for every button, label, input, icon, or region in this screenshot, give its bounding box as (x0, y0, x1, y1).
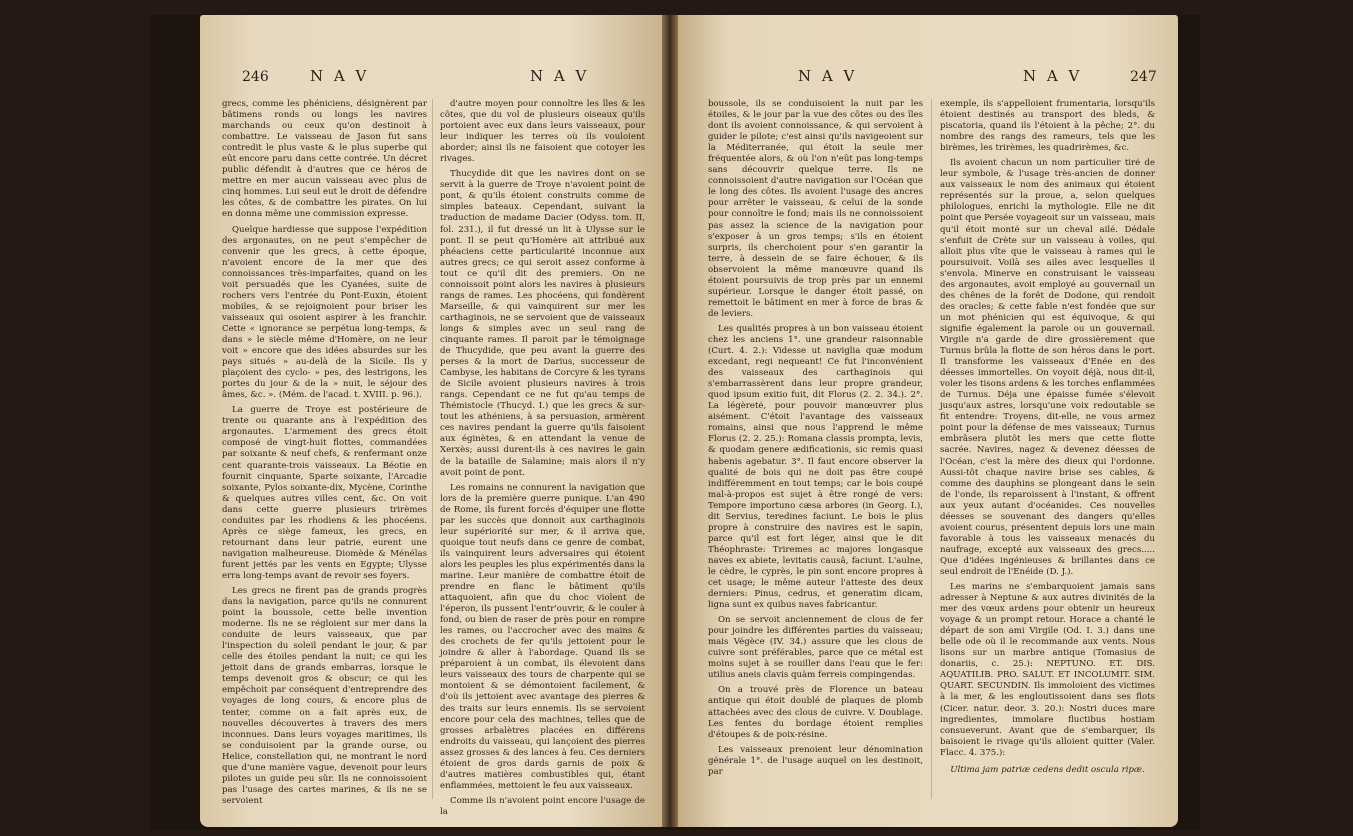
paragraph: On a trouvé près de Florence un bateau antique qui étoit doublé de plaques de plomb attachées avec des clous de cuivre. V. Doublage. Les fentes du bordage étoient remplies d'étoupes & de poix-résine. (708, 685, 923, 740)
running-head: N A V (530, 67, 590, 85)
paragraph: Les romains ne connurent la navigation que lors de la première guerre punique. L'an 490 de Rome, ils furent forcés d'équiper une flotte par les succès que donnoit aux carthaginois leur supériorité sur mer, & il arriva que, quoique tout neufs dans ce genre de combat, ils vainquirent leurs adversaires qui étoient alors les peuples les plus expérimentés dans la marine. Leur manière de combattre étoit de prendre en flanc le bâtiment qu'ils attaquoient, afin que du choc violent de l'éperon, ils pussent l'entr'ouvrir, & le couler à fond, ou bien de raser de près pour en rompre les rames, ou l'accrocher avec des mains & des crochets de fer qu'ils jettoient pour le joindre & aller à l'abordage. Quand ils se préparoient à un combat, ils élevoient dans leurs vaisseaux des tours de charpente qui se montoient & se démontoient facilement, & d'où ils jettoient avec avantage des pierres & des traits sur leurs ennemis. Ils se servoient encore pour cela des machines, telles que de grosses arbalètres placées en différens endroits du vaisseau, qui lançoient des pierres assez grosses & des lances à feu. Ces derniers étoient de gros dards garnis de poix & d'autres matières combustibles qui, étant enflammées, mettoient le feu aux vaisseaux. (440, 482, 645, 791)
left-page-header (200, 67, 662, 95)
paragraph: boussole, ils se conduisoient la nuit par les étoiles, & le jour par la vue des côtes ou des îles dont ils avoient connoissance, & qui servoient à guider le pilote; c'est ainsi qu'ils navigeoient sur la Méditerranée, qui étoit la seule mer fréquentée alors, & où l'on n'eût pas long-temps sans découvrir quelque terre. Ils ne connoissoient d'autre navigation sur l'Océan que le long des côtes. Ils avoient l'usage des ancres pour arrêter le vaisseau, & celui de la sonde pour connoître le fond; mais ils ne connoissoient pas assez la science de la navigation pour s'exposer à un gros temps; s'ils en étoient surpris, ils cherchoient pour s'en garantir la terre, à dessein de se faire échouer, & ils observoient la même manœuvre quand ils étoient poursuivis de trop près par un ennemi supérieur. Lorsque le danger étoit passé, on remettoit le bâtiment en mer à force de bras & de leviers. (708, 99, 923, 319)
page-number: 246 (242, 69, 269, 85)
paragraph: Ultima jam patriæ cedens dedit oscula ripæ. (950, 764, 1145, 775)
open-book (150, 15, 1200, 830)
paragraph: Les qualités propres à un bon vaisseau étoient chez les anciens 1°. une grandeur raisonnable (Curt. 4. 2.): Videsse ut naviglia quæ modum excedant, regi nequeant! Ce fut l'inconvénient des vaisseaux des carthaginois qui s'embarrassèrent dans leur propre grandeur, quod ipsum exitio fuit, dit Florus (2. 2. 34.). 2°. La légèreté, pour pouvoir manœuvrer plus aisément. C'étoit l'avantage des vaisseaux romains, ainsi que nous l'apprend le même Florus (2. 2. 25.): Romana classis prompta, levis, & quodam genere ædificationis, sic remis quasi habenis agebatur. 3°. Il faut encore observer la qualité de bois qui ne doit pas être coupé indifféremment en tout temps; car le bois coupé mal-à-propos est sujet à être rongé de vers: Tempore importuno cæsa arbores (in Georg. I.), dit Servius, teredines faciunt. Le bois le plus propre à construire des navires est le sapin, parce qu'il est fort léger, ainsi que le dit Théophraste: Triremes ac majores longasque naves ex abiete, levitatis causâ, faciunt. L'aulne, le cèdre, le cyprès, le pin sont encore propres à cet usage; le même auteur l'atteste des deux derniers: Pinus, cedrus, et generatim dicam, ligna sunt ex quibus naves fabricantur. (708, 323, 923, 611)
paragraph: Comme ils n'avoient point encore l'usage de la (440, 795, 645, 817)
running-head: N A V (798, 67, 858, 85)
paragraph: Les vaisseaux prenoient leur dénomination générale 1°. de l'usage auquel on les destinoit, par (708, 744, 923, 777)
paragraph: Quelque hardiesse que suppose l'expédition des argonautes, on ne peut s'empêcher de convenir que les grecs, à cette époque, n'avoient encore de la mer que des connoissances très-imparfaites, quand on les voit persuadés que les Cyanées, suite de rochers vers l'entrée du Pont-Euxin, étoient mobiles, & se rejoignoient pour briser les vaisseaux qui osoient aspirer à les franchir. Cette « ignorance se perpétua long-temps, & dans » le siècle même d'Homère, on ne leur voit » encore que des idées absurdes sur les pays situés » au-delà de la Sicile. Ils y plaçoient des cyclo- » pes, des lestrigons, les portes du jour & de la » nuit, le séjour des âmes, &c. ». (Mém. de l'acad. t. XVIII. p. 96.). (222, 224, 427, 401)
paragraph: On se servoit anciennement de clous de fer pour joindre les différentes parties du vaisseau; mais Végèce (IV. 34.) assure que les clous de cuivre sont préférables, parce que ce métal est moins sujet à se rouiller dans l'eau que le fer: utilius aneis clavis quàm ferreis compingendas. (708, 615, 923, 681)
column-rule (432, 99, 433, 799)
right-column-2 (940, 99, 1155, 780)
column-rule (931, 99, 932, 799)
paragraph: Les grecs ne firent pas de grands progrès dans la navigation, parce qu'ils ne connurent point la boussole, cette belle invention moderne. Ils ne se régloient sur mer dans la conduite de leurs vaisseaux, que par l'inspection du soleil pendant le jour, & par celle des étoiles pendant la nuit; ce qui les jettoit dans de grands embarras, lorsque le temps devenoit gros & obscur; ce qui les empêchoit par conséquent d'entreprendre des voyages de long cours, & encore plus de tenter, comme on a fait après eux, de nouvelles découvertes à travers des mers inconnues. Dans leurs voyages maritimes, ils se conduisoient par la grande ourse, ou Helice, constellation qui, ne montrant le nord que d'une manière vague, devenoit pour leurs pilotes un guide peu sûr. Ils ne connoissoient pas l'usage des cartes marines, & ils ne se servoient (222, 586, 427, 806)
paragraph: exemple, ils s'appelloient frumentaria, lorsqu'ils étoient destinés au transport des bleds, & piscatoria, quand ils l'étoient à la pêche; 2°. du nombre des rangs des rameurs, tels que les birèmes, les trirèmes, les quadrirèmes, &c. (940, 99, 1155, 154)
book-gutter (662, 15, 678, 827)
running-head: N A V (310, 67, 370, 85)
paragraph: Les marins ne s'embarquoient jamais sans adresser à Neptune & aux autres divinités de la mer des vœux ardens pour obtenir un heureux voyage & un prompt retour. Horace a chanté le départ de son ami Virgile (Od. I. 3.) dans une belle ode où il le recommande aux vents. Nous lisons sur un marbre antique (Tomasius de donariis, c. 25.): NEPTUNO. ET. DIS. AQUATILIB. PRO. SALUT. ET INCOLUMIT. SIM. QUART. SECUNDIN. Ils immoloient des victimes à la mer, & les engloutissoient dans ses flots (Cicer. natur. deor. 3. 20.): Nostri duces mare ingredientes, immolare fluctibus hostiam consueverunt. Avant que de s'embarquer, ils baisoient le rivage qu'ils alloient quitter (Valer. Flacc. 4. 375.): (940, 582, 1155, 758)
running-head: N A V (1023, 67, 1083, 85)
paragraph: d'autre moyen pour connoître les îles & les côtes, que du vol de plusieurs oiseaux qu'ils portoient avec eux dans leurs vaisseaux, pour leur indiquer les terres où ils vouloient aborder; ainsi ils ne faisoient que cotoyer les rivages. (440, 99, 645, 165)
right-page (678, 15, 1178, 827)
right-page-header (678, 67, 1178, 95)
paragraph: Thucydide dit que les navires dont on se servit à la guerre de Troye n'avoient point de pont, & qu'ils étoient construits comme de simples bateaux. Cependant, suivant la traduction de madame Dacier (Odyss. tom. II, fol. 231.), il fut dressé un lit à Ulysse sur le pont. Il se peut qu'Homère ait attribué aux phéaciens cette particularité inconnue aux autres grecs; ce qui seroit assez conforme à tout ce qu'il dit des premiers. On ne connoissoit point alors les navires à plusieurs rangs de rames. Les phocéens, qui fondèrent Marseille, & qui vainquirent sur mer les carthaginois, ne se servoient que de vaisseaux longs & simples avec un seul rang de cinquante rames. Il paroit par le témoignage de Thucydide, que peu avant la guerre des perses & la mort de Darius, successeur de Cambyse, les habitans de Corcyre & les tyrans de Sicile avoient plusieurs navires à trois rangs. Cependant ce ne fut qu'au temps de Thémistocle (Thucyd. I.) que les grecs & sur-tout les athéniens, à sa persuasion, armèrent ces navires pendant la guerre qu'ils faisoient aux éginètes, & en attendant la venue de Xerxès; aussi durent-ils à ces navires le gain de la bataille de Salamine; mais alors il n'y avoit point de pont. (440, 169, 645, 478)
left-column-1 (222, 99, 427, 811)
paragraph: grecs, comme les phéniciens, désignèrent par bâtimens ronds ou longs les navires marchands ou ceux qu'on destinoit à combattre. Le vaisseau de Jason fut sans contredit le plus vaste & le plus superbe qui eût encore paru dans cette contrée. Un décret public défendit à d'autres que ce héros de mettre en mer aucun vaisseau avec plus de cinq hommes. Lui seul eut le droit de défendre les côtes, & de combattre les pirates. On lui en donna même une commission expresse. (222, 99, 427, 220)
paragraph: La guerre de Troye est postérieure de trente ou quarante ans à l'expédition des argonautes. L'armement des grecs étoit composé de vingt-huit flottes, commandées par soixante & neuf chefs, & renfermant onze cent quarante-trois vaisseaux. La Béotie en fournit cinquante, Sparte soixante, l'Arcadie soixante, Pylos soixante-dix, Mycène, Corinthe & quelques autres villes cent, &c. On voit dans cette guerre plusieurs trirèmes conduites par les rhodiens & les phocéens. Après ce siège fameux, les grecs, en retournant dans leur patrie, eurent une navigation malheureuse. Diomède & Ménélas furent jettés par les vents en Egypte; Ulysse erra long-temps avant de revoir ses foyers. (222, 405, 427, 581)
page-number: 247 (1130, 69, 1157, 85)
right-column-1 (708, 99, 923, 782)
left-page (200, 15, 662, 827)
paragraph: Ils avoient chacun un nom particulier tiré de leur symbole, & l'usage très-ancien de donner aux vaisseaux le nom des animaux qui étoient représentés sur la proue, a, selon quelques philologues, enrichi la mythologie. Elle ne dit point que Persée voyageoit sur un vaisseau, mais qu'il étoit monté sur un cheval ailé. Dédale s'enfuit de Crète sur un vaisseau à voiles, qui alloit plus vîte que le vaisseau à rames qui le poursuivoit. Voilà ses ailes avec lesquelles il s'envola. Minerve en construisant le vaisseau des argonautes, avoit employé au gouvernail un des chênes de la forêt de Dodone, qui rendoit des oracles; & cette fable n'est fondée que sur un mot phénicien qui est équivoque, & qui signifie également la parole ou un gouvernail. Virgile n'a garde de dire grossièrement que Turnus brûla la flotte de son héros dans le port. Il transforme les vaisseaux d'Enée en des déesses immortelles. On voyoit déjà, nous dit-il, voler les tisons ardens & les torches enflammées de Turnus. Déja une épaisse fumée s'élevoit jusqu'aux astres, lorsqu'une voix redoutable se fit entendre: Troyens, dit-elle, ne vous armez point pour la défense de mes vaisseaux; Turnus embrâsera plutôt les mers que cette flotte sacrée. Navires, nagez & devenez déesses de l'Océan, c'est la mère des dieux qui l'ordonne. Aussi-tôt chaque navire brise ses cables, & comme des dauphins se plongeant dans le sein de l'onde, ils reparoissent à l'instant, & offrent aux yeux autant d'océanides. Ces nouvelles déesses se souvenant des dangers qu'elles avoient courus, présentent depuis lors une main favorable à tous les vaisseaux menacés du naufrage, excepté aux vaisseaux des grecs..... Que d'idées ingénieuses & brillantes dans ce seul endroit de l'Enéide (D. J.). (940, 158, 1155, 577)
left-column-2 (440, 99, 645, 822)
